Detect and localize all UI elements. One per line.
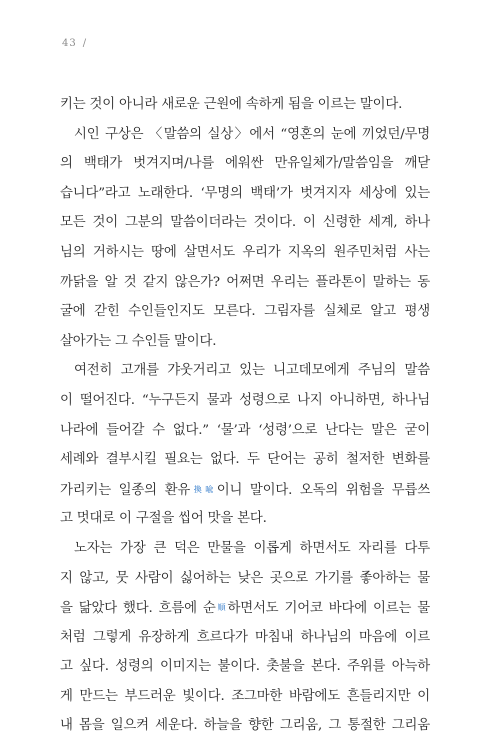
text-line — [60, 504, 430, 534]
line-text — [60, 475, 430, 505]
text-line — [60, 90, 430, 120]
text-line — [60, 268, 430, 298]
paragraph — [60, 90, 430, 120]
line-text-main: 고 멋대로 이 구절을 씹어 맛을 본다. — [60, 511, 267, 527]
line-text — [60, 327, 216, 357]
line-text — [60, 208, 430, 238]
line-text-main: 님의 거하시는 땅에 살면서도 우리가 지옥의 원주민처럼 사는 — [60, 244, 430, 260]
line-text-continued: 하면서도 기어코 바다에 이르는 물 — [227, 601, 430, 617]
text-line — [60, 445, 430, 475]
line-text — [60, 179, 430, 209]
line-text-main: 여전히 고개를 갸웃거리고 있는 니고데모에게 주님의 말씀 — [74, 363, 430, 379]
text-line — [60, 593, 430, 623]
hanja-annotation: 順 — [215, 603, 228, 613]
line-text-main: 이 떨어진다. “누구든지 물과 성령으로 나지 아니하면, 하나님 — [60, 392, 430, 408]
line-text — [60, 416, 430, 446]
line-text — [60, 386, 430, 416]
body-text — [60, 90, 430, 741]
paragraph — [60, 356, 430, 534]
line-text-main: 모든 것이 그분의 말씀이더라는 것이다. 이 신령한 세계, 하나 — [60, 215, 430, 231]
text-line — [60, 208, 430, 238]
text-line — [60, 682, 430, 712]
text-line — [60, 711, 430, 741]
line-text — [60, 711, 430, 741]
line-text-main: 처럼 그렇게 유장하게 흐르다가 마침내 하나님의 마음에 이르 — [60, 629, 430, 645]
text-line — [60, 564, 430, 594]
line-text — [74, 120, 430, 150]
line-text-main: 키는 것이 아니라 새로운 근원에 속하게 됨을 이르는 말이다. — [60, 97, 403, 112]
text-line — [60, 386, 430, 416]
line-text — [60, 238, 430, 268]
line-text — [60, 504, 267, 534]
line-text-main: 세례와 결부시킬 필요는 없다. 두 단어는 공히 철저한 변화를 — [60, 452, 430, 468]
line-text — [60, 445, 430, 475]
hanja-annotation: 換喩 — [190, 484, 217, 494]
text-line — [60, 623, 430, 653]
line-text-continued: 이니 말이다. 오독의 위험을 무릅쓰 — [216, 482, 431, 498]
line-text — [60, 593, 430, 623]
page-number: 43 — [62, 38, 77, 49]
line-text-main: 가리키는 일종의 환유 — [60, 482, 191, 498]
text-line — [60, 149, 430, 179]
page-separator: / — [82, 38, 88, 49]
text-line — [60, 652, 430, 682]
line-text-main: 까닭을 알 것 같지 않은가? 어쩌면 우리는 플라톤이 말하는 동 — [60, 274, 430, 290]
text-line — [60, 327, 430, 357]
line-text-main: 살아가는 그 수인들 말이다. — [60, 333, 217, 349]
text-line — [60, 120, 430, 150]
paragraph — [60, 534, 430, 741]
line-text-main: 나라에 들어갈 수 없다.” ‘물’과 ‘성령’으로 난다는 말은 굳이 — [60, 422, 430, 438]
line-text-main: 의 백태가 벗겨지며/나를 에워싼 만유일체가/말씀임을 깨닫 — [60, 156, 430, 172]
line-text — [74, 356, 430, 386]
line-text — [60, 623, 430, 653]
paragraph — [60, 120, 430, 357]
line-text — [60, 682, 430, 712]
line-text — [60, 149, 430, 179]
text-line — [60, 356, 430, 386]
line-text — [60, 90, 402, 120]
line-text-main: 시인 구상은 〈말씀의 실상〉에서 “영혼의 눈에 끼었던/무명 — [74, 126, 430, 142]
line-text-main: 내 몸을 일으켜 세운다. 하늘을 향한 그리움, 그 통절한 그리움 — [60, 718, 430, 734]
text-line — [60, 534, 430, 564]
text-line — [60, 416, 430, 446]
line-text — [60, 268, 430, 298]
text-line — [60, 238, 430, 268]
text-line — [60, 179, 430, 209]
line-text-main: 을 닮았다 했다. 흐름에 순 — [60, 601, 216, 617]
line-text-main: 습니다”라고 노래한다. ‘무명의 백태’가 벗겨지자 세상에 있는 — [60, 185, 430, 201]
line-text-main: 노자는 가장 큰 덕은 만물을 이롭게 하면서도 자리를 다투 — [74, 540, 430, 556]
line-text — [60, 652, 430, 682]
line-text-main: 고 싶다. 성령의 이미지는 불이다. 촛불을 본다. 주위를 아늑하 — [60, 659, 430, 675]
line-text — [60, 564, 430, 594]
line-text — [60, 297, 430, 327]
text-line — [60, 475, 430, 505]
line-text — [74, 534, 430, 564]
page-header — [62, 38, 93, 49]
line-text-main: 게 만드는 부드러운 빛이다. 조그마한 바람에도 흔들리지만 이 — [60, 688, 430, 704]
line-text-main: 지 않고, 뭇 사람이 싫어하는 낮은 곳으로 가기를 좋아하는 물 — [60, 570, 430, 586]
line-text-main: 굴에 갇힌 수인들인지도 모른다. 그림자를 실체로 알고 평생 — [60, 304, 430, 320]
text-line — [60, 297, 430, 327]
